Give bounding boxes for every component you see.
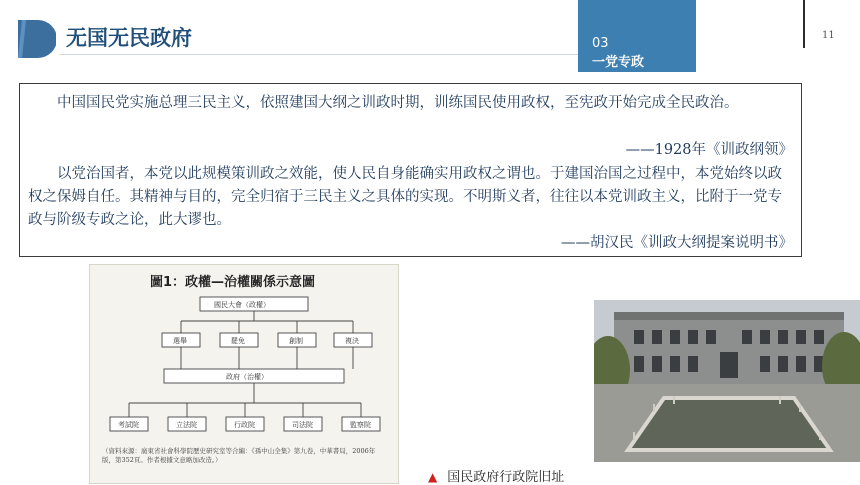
diagram-right-3: 創制	[289, 337, 303, 345]
quote-box	[19, 83, 802, 257]
quote-text-2: 以党治国者，本党以此规模策训政之效能，使人民自身能确实用政权之谓也。于建国治国之过程中，本党始终以政权之保姆自任。其精神与目的，完全归宿于三民主义之具体的实现。不明斯义者，往往以本党训政主义，比附于一党专政与阶级专政之论，此大谬也。	[28, 166, 782, 228]
executive-yuan-photo	[594, 300, 860, 462]
section-logo-icon	[18, 20, 56, 58]
page-title: 无国无民政府	[66, 26, 192, 50]
diagram-right-4: 複決	[345, 337, 359, 345]
diagram-right-2: 罷免	[231, 337, 245, 345]
section-number: 03	[592, 36, 609, 51]
power-relation-diagram	[89, 264, 399, 484]
diagram-branch-4: 司法院	[292, 421, 313, 429]
quote-source-1: ——1928年《训政纲领》	[625, 142, 793, 158]
photo-caption	[428, 466, 564, 485]
diagram-branch-2: 立法院	[176, 421, 197, 429]
diagram-branch-1: 考試院	[118, 421, 139, 429]
diagram-branch-5: 監察院	[350, 421, 371, 429]
diagram-branch-3: 行政院	[234, 421, 255, 429]
section-badge	[578, 0, 696, 72]
photo-caption-text: 国民政府行政院旧址	[447, 470, 565, 485]
quote-text-1: 中国国民党实施总理三民主义，依照建国大纲之训政时期，训练国民使用政权，至宪政开始完成全民政治。	[57, 95, 739, 111]
diagram-source-note: （資料來源：廣東省社會科學院歷史研究室等合編：《孫中山全集》第九卷，中華書局，2006年版，第352頁。作者根據文意略加改造。）	[102, 447, 376, 464]
triangle-marker-icon: ▲	[428, 470, 438, 484]
section-label: 一党专政	[592, 55, 645, 70]
diagram-title: 圖1：政權—治權關係示意圖	[150, 275, 316, 290]
page-number: 11	[822, 30, 835, 41]
diagram-middle-node: 政府（治權）	[226, 373, 268, 381]
quote-source-2: ——胡汉民《训政大纲提案说明书》	[561, 235, 793, 251]
title-divider	[60, 54, 580, 55]
diagram-right-1: 選舉	[173, 337, 187, 345]
header-vertical-divider	[803, 0, 805, 48]
diagram-top-node: 國民大會（政權）	[214, 301, 270, 309]
